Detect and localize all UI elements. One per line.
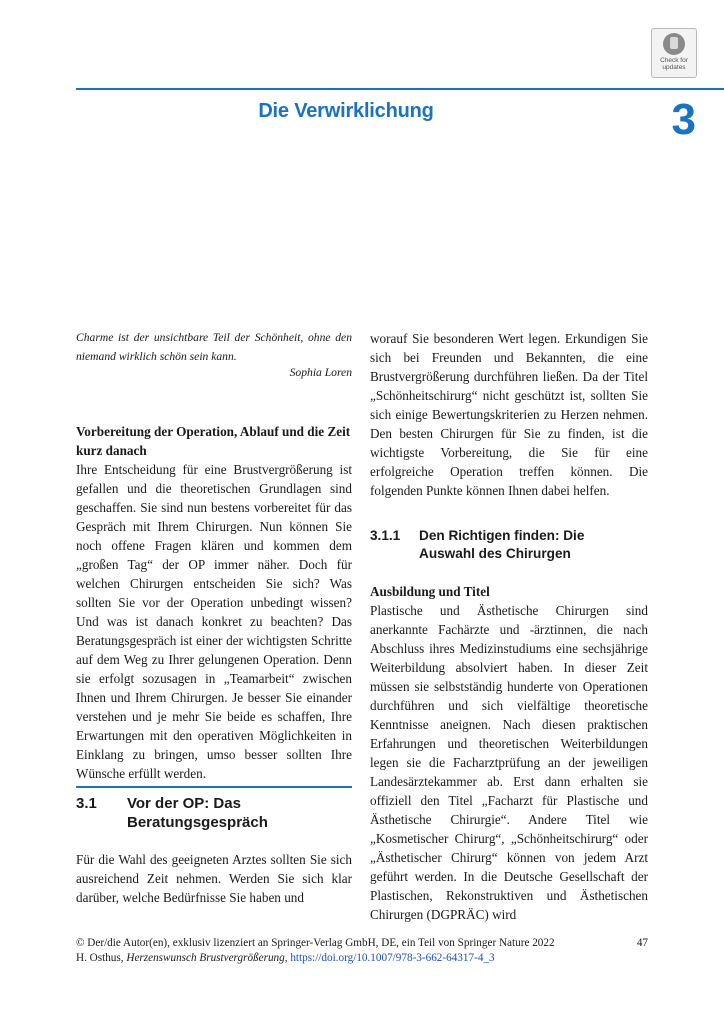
chapter-number: 3 — [671, 95, 696, 144]
section-title: Vor der OP: Das Beratungsgespräch — [127, 795, 268, 831]
epigraph-author: Sophia Loren — [289, 366, 352, 379]
citation-book-title: Herzenswunsch Brustvergrößerung, — [126, 952, 288, 964]
body-text: Plastische und Ästhetische Chirurgen sind anerkannte Fachärzte und -ärztinnen, die nach Abschluss ihres Medizinstudiums eine sechsjährige Weiterbildung absolviert haben. In dieser Zeit müssen sie selbstständig hunderte von Operationen durchführen und sich vielfältige theoretische Kenntnisse aneignen. Nach diesen praktischen Erfahrungen und theoretischen Weiterbildungen legen sie die Facharztprüfung an der jeweiligen Landesärztekammer ab. Erst dann erhalten sie offiziell den Titel „Facharzt für Plastische und Ästhetische Chirurgie“. Andere Titel wie „Kosmetischer Chirurg“, „Schönheitschirurg“ oder „Ästhetischer Chirurg“ können von jedem Arzt geführt werden. In die Deutsche Gesellschaft der Plastischen, Rekonstruktiven und Ästhetischen Chirurgen (DGPRÄC) wird — [370, 603, 648, 922]
badge-line1: Check for — [660, 57, 688, 64]
section-number: 3.1 — [76, 795, 97, 812]
check-for-updates-badge[interactable] — [651, 28, 697, 78]
section-rule — [76, 786, 352, 788]
left-subheading: Vorbereitung der Operation, Ablauf und die Zeit kurz danach — [76, 424, 351, 458]
continuation-paragraph — [370, 329, 648, 500]
chapter-title: Die Verwirklichung — [258, 100, 434, 122]
page-number: 47 — [636, 937, 648, 949]
intro-text: Ihre Entscheidung für eine Brustvergrößerung ist gefallen und die theoretischen Grundlagen sind geschaffen. Sie sind nun bestens vorbereitet für das Gespräch mit Ihrem Chirurgen. Nun können Sie noch offene Fragen klären und kommen dem „großen Tag“ der OP immer näher. Doch für welchen Chirurgen entscheiden Sie sich? Was sollten Sie vor der Operation unbedingt wissen? Und was ist danach konkret zu beachten? Das Beratungsgespräch ist einer der wichtigsten Schritte auf dem Weg zu Ihrer gelungenen Operation. Denn sie erfolgt sozusagen in „Teamarbeit“ zwischen Ihnen und Ihrem Chirurgen. Je besser Sie einander verstehen und je mehr Sie beide es schaffen, Ihre Erwartungen mit den operativen Möglichkeiten in Einklang zu bringen, umso besser sollten Ihre Wünsche erfüllt werden. — [76, 462, 352, 781]
epigraph-quote: Charme ist der unsichtbare Teil der Schönheit, ohne den niemand wirklich schön sein kann. — [76, 331, 352, 363]
doi-link[interactable]: https://doi.org/10.1007/978-3-662-64317-4_3 — [290, 952, 495, 964]
copyright-line: © Der/die Autor(en), exklusiv lizenziert an Springer-Verlag GmbH, DE, ein Teil von Springer Nature 2022 — [76, 937, 555, 949]
intro-paragraph — [76, 460, 352, 783]
badge-line2: updates — [662, 64, 686, 71]
top-rule — [76, 88, 724, 90]
section-paragraph — [76, 850, 352, 907]
body-paragraph — [370, 601, 648, 924]
subsection-number: 3.1.1 — [370, 528, 401, 543]
continuation-text: worauf Sie besonderen Wert legen. Erkundigen Sie sich bei Freunden und Bekannten, die eine Brustvergrößerung durchführen ließen. Da der Titel „Schönheitschirurg“ nicht geschützt ist, sollten Sie sich einige Bewertungskriterien zu Herzen nehmen. Den besten Chirurgen für Sie zu finden, ist die wichtigste Vorbereitung, die Sie für eine erfolgreiche Operation treffen können. Die folgenden Punkte können Ihnen dabei helfen. — [370, 331, 648, 498]
section-text: Für die Wahl des geeigneten Arztes sollten Sie sich ausreichend Zeit nehmen. Werden Sie sich klar darüber, welche Bedürfnisse Sie haben und — [76, 852, 352, 905]
citation-line — [76, 951, 636, 966]
subsection-title: Den Richtigen finden: Die Auswahl des Chirurgen — [419, 528, 585, 561]
right-subheading: Ausbildung und Titel — [370, 584, 490, 599]
check-for-updates-icon — [663, 33, 685, 55]
citation-author: H. Osthus, — [76, 952, 124, 964]
